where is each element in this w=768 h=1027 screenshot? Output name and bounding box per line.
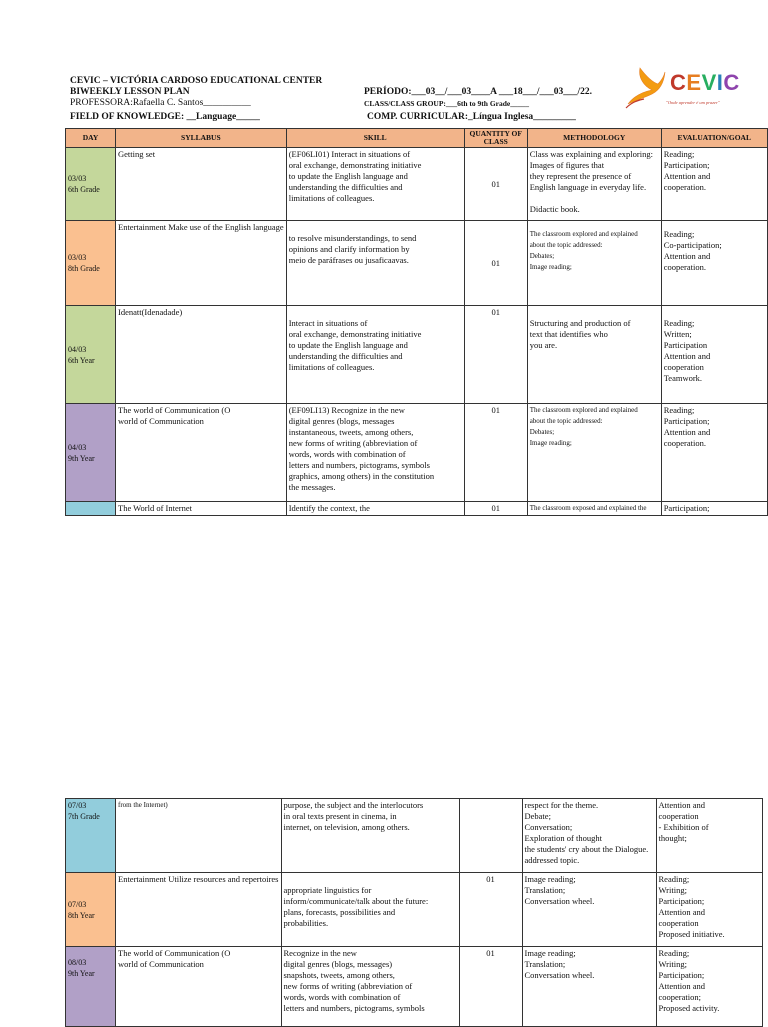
skill-cell: (EF06LI01) Interact in situations of oral exchange, demonstrating initiative to update the English language and understanding the difficulties and limitations of colleagues. <box>286 148 464 221</box>
period: PERÍODO:___03__/___03____A ___18___/___03___/22. <box>364 87 593 97</box>
syllabus-cell: Getting set <box>116 148 287 221</box>
skill-cell: (EF09LI13) Recognize in the new digital genres (blogs, messages instantaneous, tweets, among others, new forms of writing (abbreviation of words, words with combination of letters and numbers, pictograms, symbols graphics, among others) in the constitution the messages. <box>286 404 464 502</box>
skill-cell: Interact in situations of oral exchange, demonstrating initiative to update the English language and understanding the difficulties and limitations of colleagues. <box>286 306 464 404</box>
methodology-cell: Image reading; Translation; Conversation wheel. <box>522 873 656 947</box>
syllabus-cell: from the Internet) <box>116 799 282 873</box>
cevic-logo <box>622 66 742 110</box>
day-cell: 03/03 8th Grade <box>66 221 116 306</box>
day-cell: 07/03 8th Year <box>66 873 116 947</box>
quantity-cell: 01 <box>464 502 527 516</box>
syllabus-cell: Entertainment Utilize resources and repertoires <box>116 873 282 947</box>
dove-icon <box>622 66 666 110</box>
table-row <box>66 799 763 873</box>
evaluation-cell: Reading; Writing; Participation; Attention and cooperation; Proposed activity. <box>656 947 762 1027</box>
evaluation-cell: Participation; <box>661 502 767 516</box>
table-row <box>66 148 768 221</box>
syllabus-cell: The world of Communication (O world of Communication <box>116 404 287 502</box>
header-skill: SKILL <box>286 129 464 148</box>
day-cell: 04/03 9th Year <box>66 404 116 502</box>
syllabus-cell: The world of Communication (O world of Communication <box>116 947 282 1027</box>
skill-cell: to resolve misunderstandings, to send opinions and clarify information by meio de paráfrases ou jusaficaavas. <box>286 221 464 306</box>
table-row <box>66 873 763 947</box>
school-name: CEVIC – VICTÓRIA CARDOSO EDUCATIONAL CENTER <box>70 76 323 86</box>
skill-cell: purpose, the subject and the interlocutors in oral texts present in cinema, in internet, on television, among others. <box>281 799 459 873</box>
header-syllabus: SYLLABUS <box>116 129 287 148</box>
day-cell: 03/03 6th Grade <box>66 148 116 221</box>
header-quantity: QUANTITY OF CLASS <box>464 129 527 148</box>
day-cell: 04/03 6th Year <box>66 306 116 404</box>
skill-cell: Recognize in the new digital genres (blogs, messages) snapshots, tweets, among others, new forms of writing (abbreviation of words, words with combination of letters and numbers, pictograms, symbols <box>281 947 459 1027</box>
quantity-cell: 01 <box>459 947 522 1027</box>
evaluation-cell: Reading; Participation; Attention and cooperation. <box>661 148 767 221</box>
syllabus-cell: Idenatt(Idenadade) <box>116 306 287 404</box>
table-row <box>66 306 768 404</box>
evaluation-cell: Reading; Writing; Participation; Attention and cooperation Proposed initiative. <box>656 873 762 947</box>
methodology-cell: The classroom explored and explained about the topic addressed: Debates; Image reading; <box>527 221 661 306</box>
skill-cell: Identify the context, the <box>286 502 464 516</box>
evaluation-cell: Reading; Participation; Attention and cooperation. <box>661 404 767 502</box>
day-cell <box>66 502 116 516</box>
table-row <box>66 947 763 1027</box>
teacher-name: PROFESSORA:Rafaella C. Santos__________ <box>70 98 251 108</box>
quantity-cell: 01 <box>464 148 527 221</box>
methodology-cell: Structuring and production of text that identifies who you are. <box>527 306 661 404</box>
quantity-cell: 01 <box>464 221 527 306</box>
methodology-cell: respect for the theme. Debate; Conversation; Exploration of thought the students' cry about the Dialogue. addressed topic. <box>522 799 656 873</box>
header-methodology: METHODOLOGY <box>527 129 661 148</box>
quantity-cell: 01 <box>459 873 522 947</box>
evaluation-cell: Attention and cooperation - Exhibition of thought; <box>656 799 762 873</box>
class-group: CLASS/CLASS GROUP:___6th to 9th Grade_____ <box>364 99 530 108</box>
lesson-plan-table <box>65 128 768 516</box>
logo-tagline: "Onde aprender é um prazer" <box>666 100 720 105</box>
quantity-cell: 01 <box>464 404 527 502</box>
table-header-row <box>66 129 768 148</box>
lesson-plan-table-continued <box>65 798 763 1027</box>
evaluation-cell: Reading; Co-participation; Attention and cooperation. <box>661 221 767 306</box>
field-of-knowledge: FIELD OF KNOWLEDGE: __Language_____ <box>70 112 260 122</box>
syllabus-cell: Entertainment Make use of the English language <box>116 221 287 306</box>
evaluation-cell: Reading; Written; Participation Attention and cooperation Teamwork. <box>661 306 767 404</box>
plan-title: BIWEEKLY LESSON PLAN <box>70 87 190 97</box>
methodology-cell: Class was explaining and exploring: Images of figures that they represent the presence of English language in everyday life. Didactic book. <box>527 148 661 221</box>
quantity-cell <box>459 799 522 873</box>
table-row <box>66 404 768 502</box>
header-evaluation: EVALUATION/GOAL <box>661 129 767 148</box>
methodology-cell: The classroom exposed and explained the <box>527 502 661 516</box>
quantity-cell: 01 <box>464 306 527 404</box>
day-cell: 08/03 9th Year <box>66 947 116 1027</box>
day-cell: 07/03 7th Grade <box>66 799 116 873</box>
table-row <box>66 221 768 306</box>
table-row <box>66 502 768 516</box>
skill-cell: appropriate linguistics for inform/communicate/talk about the future: plans, forecasts, possibilities and probabilities. <box>281 873 459 947</box>
syllabus-cell: The World of Internet <box>116 502 287 516</box>
methodology-cell: Image reading; Translation; Conversation wheel. <box>522 947 656 1027</box>
header-day: DAY <box>66 129 116 148</box>
methodology-cell: The classroom explored and explained about the topic addressed: Debates; Image reading; <box>527 404 661 502</box>
logo-wordmark: CEVIC <box>670 70 740 95</box>
comp-curricular: COMP. CURRICULAR:_Língua Inglesa_________ <box>367 112 576 122</box>
